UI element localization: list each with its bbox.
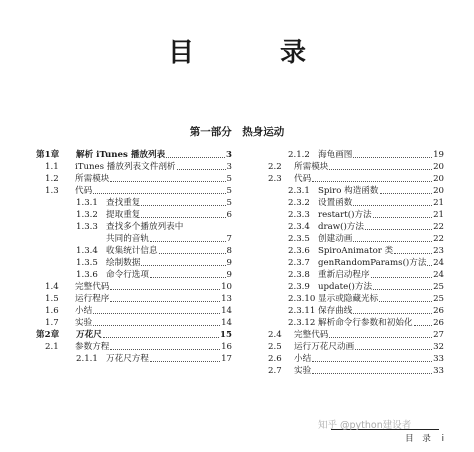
toc-entry[interactable]: [36, 281, 232, 293]
leader-dots: [110, 181, 225, 182]
toc-entry-page: 9: [226, 258, 232, 268]
toc-entry-title: 所需模块: [294, 162, 329, 172]
toc-entry[interactable]: [266, 233, 444, 245]
toc-entry-title: Spiro 构造函数: [318, 186, 379, 196]
toc-entry-page: 26: [433, 306, 444, 316]
toc-entry-number: 1.4: [45, 282, 59, 292]
toc-entry-title: 查找多个播放列表中: [106, 222, 184, 232]
toc-entry-title: 收集统计信息: [106, 246, 158, 256]
toc-entry-title: 运行万花尺动画: [294, 342, 355, 352]
toc-entry-title: 重新启动程序: [318, 270, 370, 280]
toc-entry[interactable]: [36, 305, 232, 317]
toc-entry-number: 2.1: [45, 342, 59, 352]
leader-dots: [353, 313, 432, 314]
leader-dots: [394, 253, 432, 254]
toc-entry[interactable]: [266, 173, 444, 185]
toc-entry[interactable]: [36, 317, 232, 329]
toc-chapter-entry[interactable]: [36, 149, 232, 161]
toc-entry-title: 实验: [75, 318, 93, 328]
toc-entry-page: 26: [433, 318, 444, 328]
toc-entry-page: 27: [433, 330, 444, 340]
leader-dots: [110, 289, 220, 290]
toc-entry[interactable]: [266, 281, 444, 293]
toc-entry-number: 2.3.5: [288, 234, 310, 244]
toc-entry-page: 10: [221, 282, 232, 292]
toc-entry-title: 运行程序: [75, 294, 110, 304]
footer-page-number: i: [441, 434, 444, 444]
toc-entry-page: 3: [226, 150, 232, 160]
toc-chapter-entry[interactable]: [36, 329, 232, 341]
leader-dots: [329, 169, 432, 170]
leader-dots: [353, 157, 432, 158]
toc-entry-number: 2.3.2: [288, 198, 310, 208]
toc-entry[interactable]: [266, 353, 444, 365]
toc-entry[interactable]: [36, 221, 232, 245]
toc-entry[interactable]: [266, 221, 444, 233]
leader-dots: [159, 253, 226, 254]
toc-entry-number: 2.3.11: [288, 306, 316, 316]
page-footer: [405, 432, 444, 444]
leader-dots: [365, 229, 432, 230]
toc-entry-title: 代码: [75, 186, 93, 196]
toc-entry-title: 提取重复: [106, 210, 141, 220]
toc-entry-number: 1.3.1: [76, 198, 98, 208]
toc-entry[interactable]: [266, 329, 444, 341]
toc-entry-page: 33: [433, 354, 444, 364]
toc-entry-title: 小结: [75, 306, 93, 316]
toc-entry[interactable]: [266, 293, 444, 305]
toc-entry[interactable]: [36, 197, 232, 209]
toc-entry-title: 海龟画图: [318, 150, 353, 160]
toc-entry[interactable]: [266, 245, 444, 257]
leader-dots: [414, 325, 433, 326]
toc-entry-title: 解析命令行参数和初始化: [318, 318, 413, 328]
footer-label: 目 录: [405, 434, 431, 444]
leader-dots: [353, 241, 432, 242]
toc-entry-number: 1.3: [45, 186, 59, 196]
part-heading: 第一部分 热身运动: [189, 126, 285, 138]
toc-entry-number: 第1章: [36, 150, 60, 160]
toc-entry-title: 实验: [294, 366, 312, 376]
toc-entry-page: 25: [433, 282, 444, 292]
toc-entry-page: 9: [226, 270, 232, 280]
leader-dots: [312, 361, 432, 362]
toc-entry-page: 23: [433, 246, 444, 256]
toc-entry-page: 6: [226, 210, 232, 220]
leader-dots: [166, 157, 225, 158]
toc-entry-page: 5: [226, 174, 232, 184]
toc-entry[interactable]: [266, 161, 444, 173]
toc-left-column: [36, 149, 232, 365]
leader-dots: [380, 193, 433, 194]
leader-dots: [329, 337, 432, 338]
toc-entry-title: iTunes 播放列表文件剖析: [75, 162, 176, 172]
toc-entry-title: 解析 iTunes 播放列表: [76, 150, 166, 160]
toc-entry-page: 33: [433, 366, 444, 376]
toc-entry-page: 24: [433, 258, 444, 268]
leader-dots: [353, 205, 432, 206]
toc-entry-page: 8: [226, 246, 232, 256]
toc-entry-page: 25: [433, 294, 444, 304]
toc-entry[interactable]: [36, 269, 232, 281]
toc-entry-number: 2.1.2: [288, 150, 310, 160]
toc-entry-page: 20: [433, 186, 444, 196]
toc-entry[interactable]: [266, 341, 444, 353]
toc-entry-page: 16: [221, 342, 232, 352]
toc-entry[interactable]: [266, 365, 444, 377]
toc-entry-number: 1.1: [45, 162, 59, 172]
toc-entry[interactable]: [36, 173, 232, 185]
toc-entry[interactable]: [36, 185, 232, 197]
toc-entry-number: 1.2: [45, 174, 59, 184]
toc-entry-page: 15: [220, 330, 232, 340]
toc-entry[interactable]: [266, 269, 444, 281]
leader-dots: [103, 337, 219, 338]
leader-dots: [150, 361, 220, 362]
leader-dots: [427, 265, 432, 266]
toc-entry-number: 2.2: [268, 162, 282, 172]
toc-entry[interactable]: [36, 293, 232, 305]
toc-entry-number: 第2章: [36, 330, 60, 340]
toc-entry-title: 完整代码: [75, 282, 110, 292]
toc-entry-title-continued: 共同的音轨: [106, 234, 149, 244]
toc-entry-page: 20: [433, 174, 444, 184]
toc-entry-number: 1.3.5: [76, 258, 98, 268]
toc-entry-number: 2.3.3: [288, 210, 310, 220]
toc-entry[interactable]: [266, 305, 444, 317]
toc-entry-title: draw()方法: [318, 222, 364, 232]
toc-entry-page: 14: [221, 306, 232, 316]
toc-entry-number: 2.3.9: [288, 282, 310, 292]
toc-right-column: [266, 149, 444, 377]
toc-entry-title: 万花尺方程: [106, 354, 149, 364]
toc-entry[interactable]: [36, 161, 232, 173]
toc-entry-number: 1.5: [45, 294, 59, 304]
toc-entry[interactable]: [266, 185, 444, 197]
toc-entry-number: 2.7: [268, 366, 282, 376]
toc-entry-title: update()方法: [318, 282, 373, 292]
watermark: 知乎 @python建设者: [318, 420, 412, 431]
toc-entry-page: 7: [226, 234, 232, 244]
toc-entry[interactable]: [266, 149, 444, 161]
toc-entry-title: 绘制数据: [106, 258, 141, 268]
leader-dots: [93, 325, 220, 326]
toc-entry-number: 1.3.3: [76, 222, 98, 232]
toc-entry[interactable]: [36, 245, 232, 257]
toc-entry-page: 22: [433, 234, 444, 244]
toc-entry-title: restart()方法: [318, 210, 372, 220]
toc-entry-title: 参数方程: [75, 342, 110, 352]
leader-dots: [312, 373, 432, 374]
toc-entry-page: 21: [433, 198, 444, 208]
toc-entry-title: 显示或隐藏光标: [318, 294, 379, 304]
toc-entry-number: 1.7: [45, 318, 59, 328]
toc-entry-page: 3: [226, 162, 232, 172]
leader-dots: [373, 217, 432, 218]
toc-entry-page: 5: [226, 186, 232, 196]
toc-entry[interactable]: [36, 353, 232, 365]
toc-entry-page: 5: [226, 198, 232, 208]
toc-entry-title: 命令行选项: [106, 270, 149, 280]
leader-dots: [373, 289, 432, 290]
toc-entry-page: 13: [221, 294, 232, 304]
toc-entry-number: 2.3.4: [288, 222, 310, 232]
toc-entry-title: 查找重复: [106, 198, 141, 208]
toc-entry-number: 2.3.1: [288, 186, 310, 196]
toc-entry-title: genRandomParams()方法: [318, 258, 427, 268]
toc-entry-number: 2.5: [268, 342, 282, 352]
leader-dots: [312, 181, 432, 182]
toc-entry-page: 17: [221, 354, 232, 364]
toc-entry-title: 创建动画: [318, 234, 353, 244]
toc-entry-title: 小结: [294, 354, 312, 364]
toc-entry-number: 2.3.6: [288, 246, 310, 256]
leader-dots: [150, 241, 226, 242]
toc-entry[interactable]: [266, 257, 444, 269]
toc-entry-number: 1.3.6: [76, 270, 98, 280]
toc-entry[interactable]: [266, 197, 444, 209]
leader-dots: [93, 313, 220, 314]
page-title: 目 录: [167, 38, 336, 68]
toc-entry[interactable]: [266, 209, 444, 221]
toc-entry-number: 2.4: [268, 330, 282, 340]
toc-entry-number: 1.3.4: [76, 246, 98, 256]
leader-dots: [110, 301, 220, 302]
toc-entry-number: 1.3.2: [76, 210, 98, 220]
toc-entry-number: 2.3.12: [288, 318, 316, 328]
toc-entry-page: 14: [221, 318, 232, 328]
toc-entry-title: 设置函数: [318, 198, 353, 208]
leader-dots: [177, 169, 226, 170]
toc-entry-title: 完整代码: [294, 330, 329, 340]
toc-entry-page: 24: [433, 270, 444, 280]
leader-dots: [141, 205, 225, 206]
leader-dots: [355, 349, 432, 350]
toc-entry-title: 代码: [294, 174, 312, 184]
toc-entry[interactable]: [36, 341, 232, 353]
toc-entry-title: 保存曲线: [318, 306, 353, 316]
toc-entry-number: 2.3.10: [288, 294, 316, 304]
toc-entry-page: 21: [433, 210, 444, 220]
leader-dots: [371, 277, 432, 278]
toc-entry-page: 20: [433, 162, 444, 172]
toc-entry[interactable]: [36, 209, 232, 221]
toc-entry-number: 2.1.1: [76, 354, 98, 364]
leader-dots: [93, 193, 225, 194]
toc-entry-title: 所需模块: [75, 174, 110, 184]
toc-entry-number: 2.3.8: [288, 270, 310, 280]
toc-entry-number: 1.6: [45, 306, 59, 316]
toc-entry-page: 19: [433, 150, 444, 160]
toc-entry-number: 2.6: [268, 354, 282, 364]
toc-entry-page: 22: [433, 222, 444, 232]
leader-dots: [379, 301, 432, 302]
toc-entry-title: 万花尺: [76, 330, 102, 340]
toc-entry-number: 2.3: [268, 174, 282, 184]
toc-entry-page: 32: [433, 342, 444, 352]
leader-dots: [141, 217, 225, 218]
leader-dots: [141, 265, 225, 266]
toc-entry-number: 2.3.7: [288, 258, 310, 268]
toc-entry-title: SpiroAnimator 类: [318, 246, 394, 256]
toc-entry[interactable]: [266, 317, 444, 329]
toc-entry[interactable]: [36, 257, 232, 269]
leader-dots: [150, 277, 226, 278]
leader-dots: [110, 349, 220, 350]
